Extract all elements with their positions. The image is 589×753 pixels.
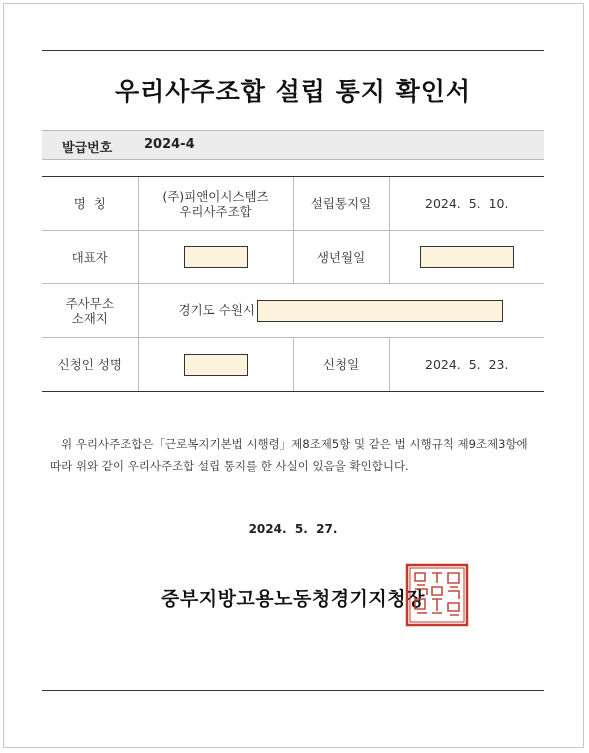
issuer-name: 중부지방고용노동청경기지청장 xyxy=(161,588,425,610)
address-value-cell xyxy=(138,284,544,338)
name-value-line2: 우리사주조합 xyxy=(179,203,252,219)
top-rule xyxy=(42,50,544,51)
info-table xyxy=(42,176,544,392)
issue-number-value: 2024-4 xyxy=(144,137,195,152)
issue-number-bar xyxy=(42,130,544,160)
row-address xyxy=(42,284,544,338)
row-applicant xyxy=(42,338,544,392)
issue-number-label: 발급번호 xyxy=(62,141,113,156)
birth-redaction xyxy=(420,246,514,268)
row-name xyxy=(42,177,544,231)
address-label-line2: 소재지 xyxy=(71,310,108,326)
name-label: 명 칭 xyxy=(42,177,138,231)
apply-date-label: 신청일 xyxy=(293,338,389,392)
apply-date-value: 2024. 5. 23. xyxy=(389,338,544,392)
name-value-line1: (주)피앤이시스템즈 xyxy=(162,188,269,204)
name-value xyxy=(138,177,293,231)
official-seal-icon xyxy=(405,563,469,627)
document-title: 우리사주조합 설립 통지 확인서 xyxy=(114,77,472,106)
address-label-line1: 주사무소 xyxy=(65,295,114,311)
issue-date: 2024. 5. 27. xyxy=(248,522,338,536)
applicant-redaction xyxy=(184,354,248,376)
notify-date-label: 설립통지일 xyxy=(293,177,389,231)
notify-date-value: 2024. 5. 10. xyxy=(389,177,544,231)
rep-value xyxy=(138,231,293,284)
rep-label: 대표자 xyxy=(42,231,138,284)
confirmation-text: 위 우리사주조합은「근로복지기본법 시행령」제8조제5항 및 같은 법 시행규칙 제9조제3항에 따라 위와 같이 우리사주조합 설립 통지를 한 사실이 있음을 확인합니다. xyxy=(50,437,528,473)
address-label xyxy=(42,284,138,338)
address-value: 경기도 수원시 xyxy=(178,302,255,317)
applicant-label: 신청인 성명 xyxy=(42,338,138,392)
address-redaction xyxy=(257,300,503,322)
bottom-rule xyxy=(42,690,544,691)
applicant-value xyxy=(138,338,293,392)
row-representative xyxy=(42,231,544,284)
birth-value xyxy=(389,231,544,284)
rep-redaction xyxy=(184,246,248,268)
birth-label: 생년월일 xyxy=(293,231,389,284)
